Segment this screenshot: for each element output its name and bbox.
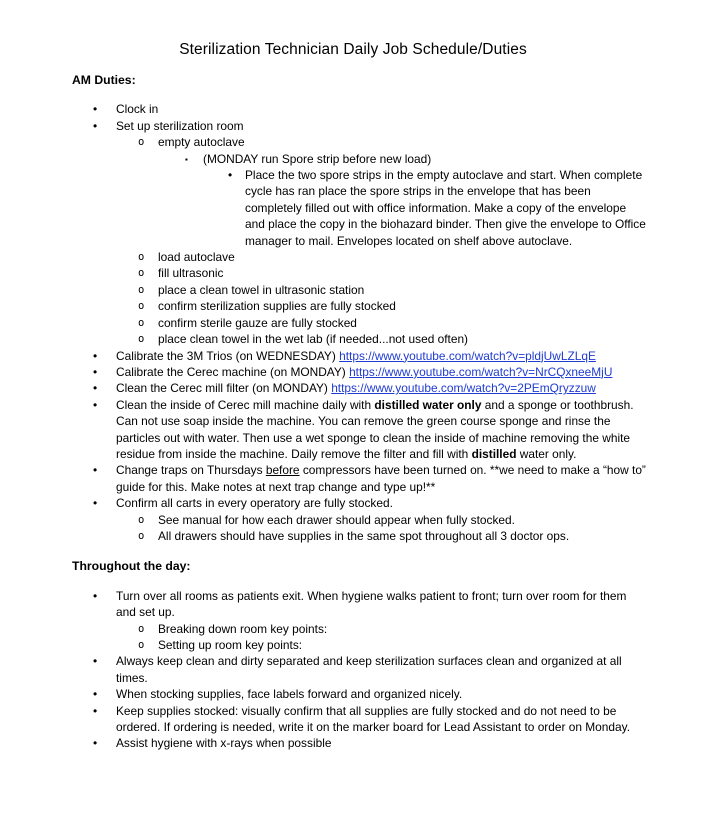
bullet-marker: o [138,283,145,296]
hyperlink[interactable]: https://www.youtube.com/watch?v=NrCQxneeMjU [349,364,613,379]
list-item [72,134,646,150]
list-item-text [116,462,646,495]
section-throughout-the-day [72,558,646,751]
list-item [72,151,646,167]
bullet-marker: o [138,513,145,526]
list-item-text [116,588,646,621]
bullet-marker: • [93,703,98,718]
list-item [72,315,646,331]
bullet-marker: • [93,102,98,117]
list-item [72,653,646,686]
document-title: Sterilization Technician Daily Job Schedule/Duties [179,41,527,58]
text-run: compressors have been turned on. **we need to make a “how to” guide for this. Make notes at next trap change and type up!** [116,463,646,494]
section-am-duties [72,72,646,544]
list-item [72,462,646,495]
text-run: Change traps on Thursdays [116,463,266,478]
text-run: (MONDAY run Spore strip before new load) [203,151,432,166]
list-item-text [116,118,646,134]
text-run: empty autoclave [158,135,245,150]
underlined-text: before [265,463,300,478]
list-item [72,167,646,249]
bullet-marker: • [93,496,98,511]
bullet-marker: • [93,364,98,379]
bold-text: distilled [471,446,517,461]
list-item-text [158,298,646,314]
text-run: confirm sterilization supplies are fully stocked [158,299,396,314]
list-item-text [116,686,646,702]
bullet-marker: o [138,300,145,313]
bullet-marker: • [93,654,98,669]
list-item [72,512,646,528]
list-item-text [158,512,646,528]
list-item-text [245,167,646,249]
text-run: place a clean towel in ultrasonic station [158,282,365,297]
text-run: Turn over all rooms as patients exit. When hygiene walks patient to front; turn over room for them and set up. [116,588,627,620]
list-item [72,380,646,396]
hyperlink[interactable]: https://www.youtube.com/watch?v=2PEmQryzzuw [331,381,596,396]
bullet-marker: • [93,118,98,133]
bullet-marker: o [138,333,145,346]
list-item [72,495,646,511]
list-item-text [158,637,646,653]
list-item-text [158,315,646,331]
bullet-marker: • [93,687,98,702]
text-run: Assist hygiene with x-rays when possible [116,736,332,751]
text-run: Calibrate the 3M Trios (on WEDNESDAY) [116,348,340,363]
bullet-marker: • [93,588,98,603]
text-run: Keep supplies stocked: visually confirm that all supplies are fully stocked and do not need to be ordered. If ordering is needed, write it on the marker board for Lead Assistant to order on Monday. [116,703,631,735]
text-run: All drawers should have supplies in the same spot throughout all 3 doctor ops. [158,528,570,543]
text-run: Clean the Cerec mill filter (on MONDAY) [116,381,332,396]
list-item-text [158,331,646,347]
list-item [72,298,646,314]
text-run: Clock in [116,102,159,117]
list-item [72,528,646,544]
list-item-text [158,528,646,544]
list-item-text [116,397,646,463]
list-item-text [116,495,646,511]
bullet-marker: • [93,736,98,751]
text-run: Set up sterilization room [116,118,244,133]
text-run: When stocking supplies, face labels forward and organized nicely. [116,687,463,702]
bullet-marker: o [138,136,145,149]
list-item [72,348,646,364]
bullet-marker: o [138,251,145,264]
section-heading: AM Duties: [72,73,136,87]
document-body [0,59,706,752]
list-item [72,364,646,380]
text-run: See manual for how each drawer should appear when fully stocked. [158,512,515,527]
bold-text: distilled water only [374,397,482,412]
section-heading: Throughout the day: [72,559,191,574]
list-item-text [158,282,646,298]
list-item [72,118,646,134]
bullet-marker: • [93,397,98,412]
list-item [72,101,646,117]
list-item-text [158,249,646,265]
list-item [72,621,646,637]
text-run: Confirm all carts in every operatory are fully stocked. [116,496,393,511]
text-run: load autoclave [158,250,235,265]
list-item [72,397,646,463]
list-item [72,703,646,736]
list-item [72,249,646,265]
list-item-text [116,380,646,396]
list-item-text [158,265,646,281]
list-item [72,735,646,751]
list-item-text [116,101,646,117]
text-run: Breaking down room key points: [158,621,328,636]
list-item-text [116,364,646,380]
list-item-text [203,151,646,167]
list-item [72,331,646,347]
list-item [72,282,646,298]
hyperlink[interactable]: https://www.youtube.com/watch?v=pldjUwLZLqE [339,348,596,363]
list-item-text [158,621,646,637]
bullet-marker: o [138,622,145,635]
text-run: Calibrate the Cerec machine (on MONDAY) [116,364,350,379]
text-run: confirm sterile gauze are fully stocked [158,315,357,330]
list-item-text [116,703,646,736]
text-run: Place the two spore strips in the empty autoclave and start. When complete cycle has ran place the spore strips in the envelope that has been completely filled out with office information. Make a copy of the envelope and place the copy in the biohazard binder. Then give the envelope to Office manager to mail. Envelopes located on shelf above autoclave. [245,168,646,248]
list-item-text [116,653,646,686]
bullet-marker: o [138,529,145,542]
list-item-text [158,134,646,150]
list-item-text [116,735,646,751]
bullet-marker: • [228,168,233,183]
text-run: place clean towel in the wet lab (if needed...not used often) [158,332,469,347]
bullet-marker: o [138,639,145,651]
bullet-marker: ▪ [185,154,188,164]
bullet-marker: o [138,267,145,280]
list-item [72,265,646,281]
list-item-text [116,348,646,364]
text-run: water only. [516,446,577,461]
list-item [72,686,646,702]
text-run: Always keep clean and dirty separated and keep sterilization surfaces clean and organized at all times. [116,654,622,685]
text-run: Setting up room key points: [158,638,303,652]
bullet-marker: o [138,316,145,329]
text-run: Clean the inside of Cerec mill machine daily with [116,397,375,412]
bullet-marker: • [93,463,98,478]
bullet-marker: • [93,348,98,363]
list-item [72,637,646,653]
bullet-marker: • [93,381,98,396]
list-item [72,588,646,621]
text-run: fill ultrasonic [158,266,224,281]
text-run: and a sponge or toothbrush. Can not use soap inside the machine. You can remove the green course sponge and rinse the particles out with water. Then use a wet sponge to clean the inside of machine removing the white residue from inside the machine. Daily remove the filter and fill with [116,397,634,461]
